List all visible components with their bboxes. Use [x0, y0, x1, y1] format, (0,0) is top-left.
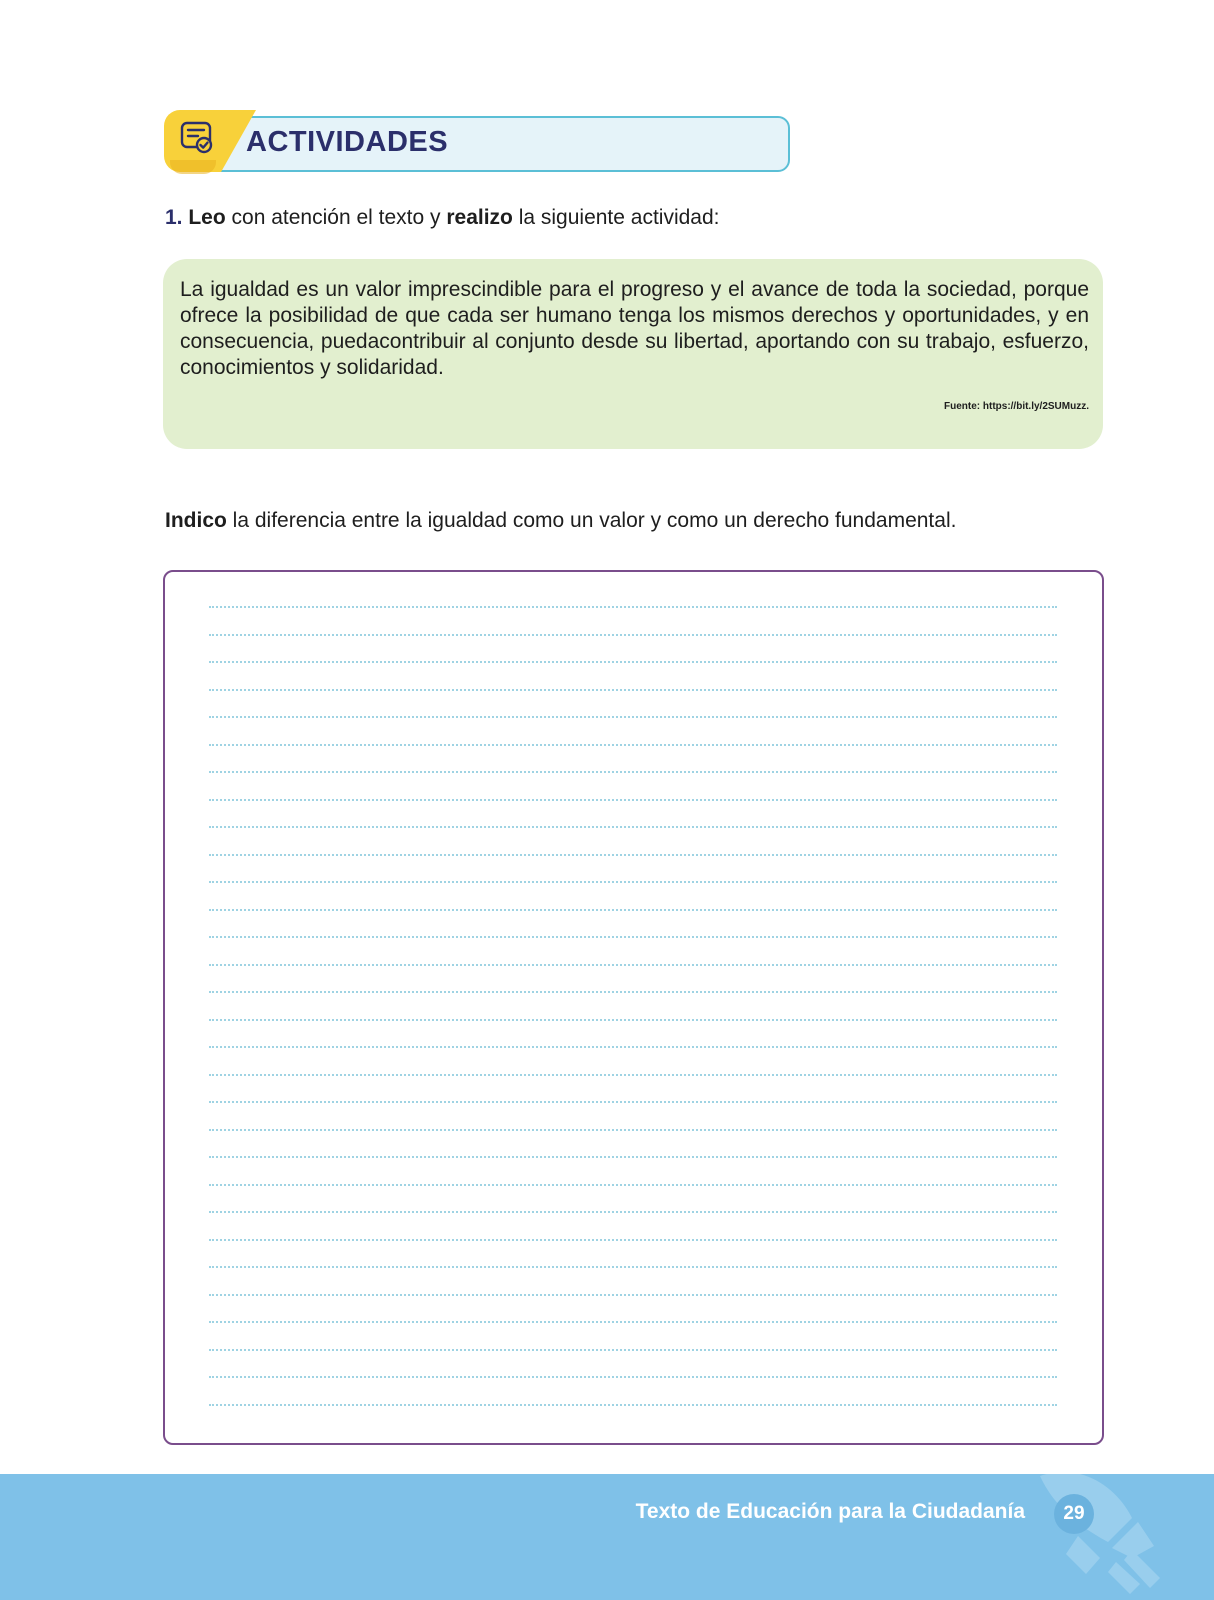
answer-line	[209, 964, 1057, 966]
instruction-text-1: con atención el texto y	[225, 206, 447, 229]
answer-line	[209, 1239, 1057, 1241]
answer-line	[209, 606, 1057, 608]
quote-box	[163, 259, 1103, 449]
activity-number: 1.	[165, 206, 183, 229]
answer-line	[209, 1349, 1057, 1351]
answer-line	[209, 1211, 1057, 1213]
answer-line	[209, 1156, 1057, 1158]
question-verb-indico: Indico	[165, 509, 227, 532]
answer-line	[209, 1046, 1057, 1048]
answer-line	[209, 634, 1057, 636]
question-text: la diferencia entre la igualdad como un valor y como un derecho fundamental.	[226, 509, 957, 532]
answer-line	[209, 689, 1057, 691]
header-tab-shadow	[170, 160, 216, 174]
answer-line	[209, 1129, 1057, 1131]
answer-line	[209, 909, 1057, 911]
rocket-icon	[1020, 1474, 1214, 1600]
answer-line	[209, 1266, 1057, 1268]
answer-line	[209, 1294, 1057, 1296]
answer-line	[209, 1184, 1057, 1186]
answer-lines	[209, 572, 1057, 1443]
page-title: ACTIVIDADES	[246, 126, 449, 158]
answer-line	[209, 771, 1057, 773]
answer-line	[209, 826, 1057, 828]
answer-line	[209, 716, 1057, 718]
answer-writing-area[interactable]	[163, 570, 1104, 1445]
quote-source: Fuente: https://bit.ly/2SUMuzz.	[944, 401, 1089, 412]
page-number-badge	[1054, 1494, 1094, 1534]
page-footer	[0, 1474, 1214, 1600]
answer-line	[209, 991, 1057, 993]
answer-line	[209, 936, 1057, 938]
checklist-note-icon	[178, 118, 216, 156]
answer-line	[209, 799, 1057, 801]
answer-line	[209, 854, 1057, 856]
quote-text: La igualdad es un valor imprescindible para el progreso y el avance de toda la sociedad, porque ofrece la posibilidad de que cada ser humano tenga los mismos derechos y oportunidades, y en consecuencia, puedacontribuir al conjunto desde su libertad, aportando con su trabajo, esfuerzo, conocimientos y solidaridad.	[180, 278, 1089, 379]
answer-line	[209, 1404, 1057, 1406]
answer-line	[209, 1101, 1057, 1103]
instruction-verb-realizo: realizo	[446, 206, 513, 229]
answer-line	[209, 1019, 1057, 1021]
answer-line	[209, 1074, 1057, 1076]
answer-line	[209, 881, 1057, 883]
answer-line	[209, 1321, 1057, 1323]
activity-1-instruction	[165, 204, 720, 232]
answer-line	[209, 744, 1057, 746]
footer-book-title: Texto de Educación para la Ciudadanía	[635, 1500, 1025, 1523]
answer-line	[209, 1376, 1057, 1378]
page-number: 29	[1063, 1503, 1085, 1524]
instruction-text-2: la siguiente actividad:	[512, 206, 720, 229]
question-prompt	[165, 507, 956, 535]
activities-header	[164, 110, 792, 176]
answer-line	[209, 661, 1057, 663]
instruction-verb-leo: Leo	[188, 206, 226, 229]
